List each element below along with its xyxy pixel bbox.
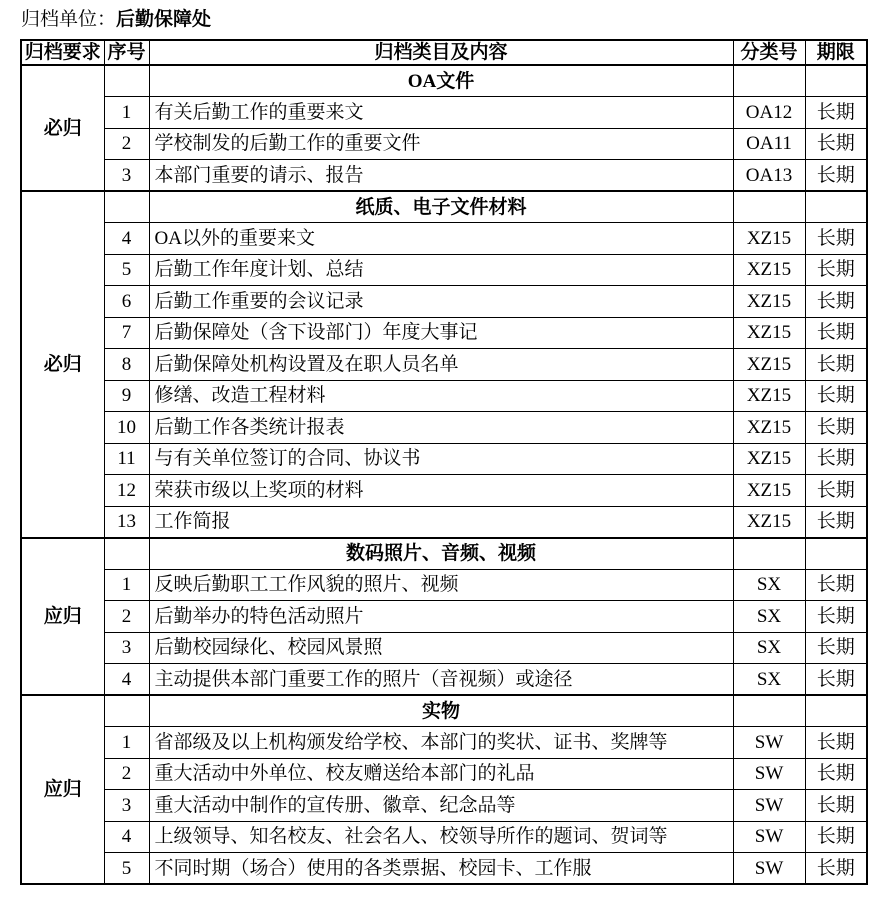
term-cell: 长期 xyxy=(805,349,867,381)
term-cell: 长期 xyxy=(805,506,867,538)
table-row xyxy=(21,601,867,633)
serial-cell: 1 xyxy=(104,569,149,601)
content-cell: 后勤工作各类统计报表 xyxy=(149,412,733,444)
serial-cell: 4 xyxy=(104,664,149,696)
serial-cell: 7 xyxy=(104,317,149,349)
header-serial: 序号 xyxy=(104,40,149,65)
serial-cell xyxy=(104,695,149,727)
term-cell: 长期 xyxy=(805,569,867,601)
table-row xyxy=(21,223,867,255)
term-cell xyxy=(805,65,867,97)
table-row xyxy=(21,380,867,412)
table-row xyxy=(21,727,867,759)
class-code-cell: XZ15 xyxy=(733,380,805,412)
term-cell: 长期 xyxy=(805,254,867,286)
content-cell: 后勤工作年度计划、总结 xyxy=(149,254,733,286)
class-code-cell: SW xyxy=(733,821,805,853)
content-cell: 重大活动中制作的宣传册、徽章、纪念品等 xyxy=(149,790,733,822)
content-cell: 上级领导、知名校友、社会名人、校领导所作的题词、贺词等 xyxy=(149,821,733,853)
term-cell: 长期 xyxy=(805,128,867,160)
serial-cell: 3 xyxy=(104,790,149,822)
class-code-cell: XZ15 xyxy=(733,475,805,507)
content-cell: 后勤保障处机构设置及在职人员名单 xyxy=(149,349,733,381)
term-cell: 长期 xyxy=(805,853,867,885)
serial-cell: 3 xyxy=(104,160,149,192)
content-cell: 本部门重要的请示、报告 xyxy=(149,160,733,192)
term-cell: 长期 xyxy=(805,727,867,759)
class-code-cell: XZ15 xyxy=(733,286,805,318)
class-code-cell: SW xyxy=(733,853,805,885)
serial-cell xyxy=(104,191,149,223)
class-code-cell: XZ15 xyxy=(733,349,805,381)
term-cell: 长期 xyxy=(805,317,867,349)
serial-cell: 11 xyxy=(104,443,149,475)
table-row xyxy=(21,664,867,696)
term-cell: 长期 xyxy=(805,97,867,129)
content-cell: 不同时期（场合）使用的各类票据、校园卡、工作服 xyxy=(149,853,733,885)
term-cell: 长期 xyxy=(805,475,867,507)
header-category: 归档类目及内容 xyxy=(149,40,733,65)
content-cell: OA以外的重要来文 xyxy=(149,223,733,255)
term-cell: 长期 xyxy=(805,223,867,255)
class-code-cell: SX xyxy=(733,601,805,633)
term-cell xyxy=(805,191,867,223)
serial-cell: 12 xyxy=(104,475,149,507)
serial-cell: 10 xyxy=(104,412,149,444)
class-code-cell: SX xyxy=(733,569,805,601)
serial-cell: 1 xyxy=(104,727,149,759)
table-header-row xyxy=(21,40,867,65)
class-code-cell: XZ15 xyxy=(733,506,805,538)
requirement-cell: 必归 xyxy=(21,191,104,538)
serial-cell: 9 xyxy=(104,380,149,412)
table-row xyxy=(21,254,867,286)
table-row xyxy=(21,632,867,664)
class-code-cell: XZ15 xyxy=(733,412,805,444)
serial-cell: 3 xyxy=(104,632,149,664)
page-title xyxy=(21,9,886,31)
requirement-cell: 必归 xyxy=(21,65,104,191)
archive-unit-label: 归档单位： xyxy=(21,9,117,30)
serial-cell: 4 xyxy=(104,223,149,255)
section-title-row xyxy=(21,65,867,97)
content-cell: 后勤工作重要的会议记录 xyxy=(149,286,733,318)
class-code-cell xyxy=(733,191,805,223)
term-cell xyxy=(805,538,867,570)
class-code-cell: XZ15 xyxy=(733,223,805,255)
requirement-cell: 应归 xyxy=(21,538,104,696)
class-code-cell xyxy=(733,538,805,570)
category-title-cell: 实物 xyxy=(149,695,733,727)
content-cell: 省部级及以上机构颁发给学校、本部门的奖状、证书、奖牌等 xyxy=(149,727,733,759)
term-cell: 长期 xyxy=(805,443,867,475)
serial-cell: 2 xyxy=(104,601,149,633)
term-cell: 长期 xyxy=(805,821,867,853)
table-row xyxy=(21,475,867,507)
serial-cell: 5 xyxy=(104,853,149,885)
serial-cell: 2 xyxy=(104,758,149,790)
term-cell: 长期 xyxy=(805,632,867,664)
content-cell: 后勤校园绿化、校园风景照 xyxy=(149,632,733,664)
term-cell: 长期 xyxy=(805,790,867,822)
content-cell: 与有关单位签订的合同、协议书 xyxy=(149,443,733,475)
class-code-cell: OA12 xyxy=(733,97,805,129)
table-row xyxy=(21,443,867,475)
class-code-cell: XZ15 xyxy=(733,317,805,349)
serial-cell: 2 xyxy=(104,128,149,160)
serial-cell: 6 xyxy=(104,286,149,318)
content-cell: 有关后勤工作的重要来文 xyxy=(149,97,733,129)
content-cell: 主动提供本部门重要工作的照片（音视频）或途径 xyxy=(149,664,733,696)
term-cell xyxy=(805,695,867,727)
serial-cell: 4 xyxy=(104,821,149,853)
class-code-cell: SX xyxy=(733,632,805,664)
term-cell: 长期 xyxy=(805,380,867,412)
header-class-code: 分类号 xyxy=(733,40,805,65)
class-code-cell: SW xyxy=(733,758,805,790)
serial-cell: 1 xyxy=(104,97,149,129)
category-title-cell: 纸质、电子文件材料 xyxy=(149,191,733,223)
archive-unit-value: 后勤保障处 xyxy=(116,9,212,30)
header-term: 期限 xyxy=(805,40,867,65)
table-row xyxy=(21,128,867,160)
class-code-cell: XZ15 xyxy=(733,443,805,475)
table-row xyxy=(21,758,867,790)
category-title-cell: OA文件 xyxy=(149,65,733,97)
table-row xyxy=(21,97,867,129)
table-row xyxy=(21,412,867,444)
content-cell: 反映后勤职工工作风貌的照片、视频 xyxy=(149,569,733,601)
table-row xyxy=(21,506,867,538)
class-code-cell: SW xyxy=(733,790,805,822)
term-cell: 长期 xyxy=(805,160,867,192)
table-row xyxy=(21,790,867,822)
table-row xyxy=(21,160,867,192)
content-cell: 重大活动中外单位、校友赠送给本部门的礼品 xyxy=(149,758,733,790)
serial-cell: 13 xyxy=(104,506,149,538)
serial-cell xyxy=(104,65,149,97)
serial-cell xyxy=(104,538,149,570)
table-row xyxy=(21,349,867,381)
term-cell: 长期 xyxy=(805,286,867,318)
class-code-cell: OA13 xyxy=(733,160,805,192)
table-row xyxy=(21,853,867,885)
class-code-cell: OA11 xyxy=(733,128,805,160)
term-cell: 长期 xyxy=(805,758,867,790)
content-cell: 学校制发的后勤工作的重要文件 xyxy=(149,128,733,160)
table-row xyxy=(21,569,867,601)
term-cell: 长期 xyxy=(805,412,867,444)
content-cell: 荣获市级以上奖项的材料 xyxy=(149,475,733,507)
section-title-row xyxy=(21,191,867,223)
content-cell: 工作简报 xyxy=(149,506,733,538)
section-title-row xyxy=(21,695,867,727)
header-requirement: 归档要求 xyxy=(21,40,104,65)
content-cell: 修缮、改造工程材料 xyxy=(149,380,733,412)
table-row xyxy=(21,821,867,853)
class-code-cell: XZ15 xyxy=(733,254,805,286)
content-cell: 后勤举办的特色活动照片 xyxy=(149,601,733,633)
section-title-row xyxy=(21,538,867,570)
class-code-cell: SW xyxy=(733,727,805,759)
category-title-cell: 数码照片、音频、视频 xyxy=(149,538,733,570)
class-code-cell xyxy=(733,695,805,727)
serial-cell: 8 xyxy=(104,349,149,381)
content-cell: 后勤保障处（含下设部门）年度大事记 xyxy=(149,317,733,349)
term-cell: 长期 xyxy=(805,601,867,633)
archive-table xyxy=(20,39,868,885)
class-code-cell xyxy=(733,65,805,97)
term-cell: 长期 xyxy=(805,664,867,696)
serial-cell: 5 xyxy=(104,254,149,286)
class-code-cell: SX xyxy=(733,664,805,696)
table-row xyxy=(21,317,867,349)
table-row xyxy=(21,286,867,318)
requirement-cell: 应归 xyxy=(21,695,104,884)
